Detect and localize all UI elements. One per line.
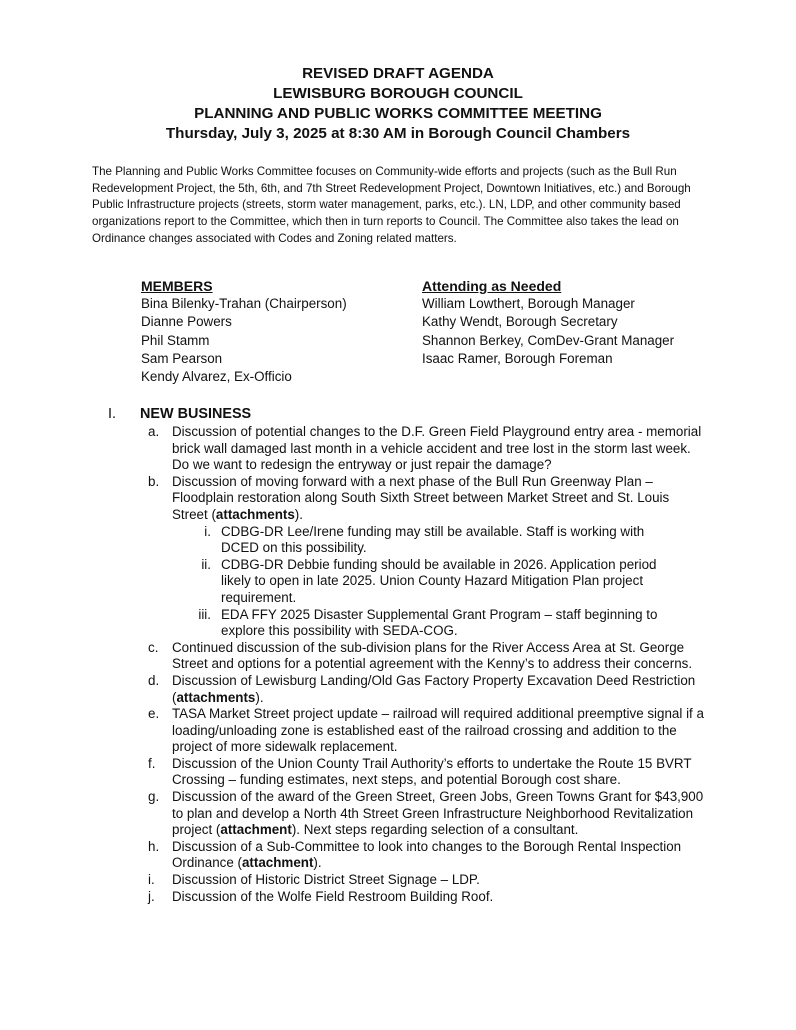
subitem-text: CDBG-DR Debbie funding should be available in 2026. Application period likely to open in late 2025. Union County Hazard Mitigation Plan project requirement. xyxy=(221,556,657,605)
item-text-tail: ). Next steps regarding selection of a consultant. xyxy=(291,822,579,838)
attachment-note: attachment xyxy=(220,822,292,838)
agenda-item xyxy=(148,889,728,906)
attendee-name: Isaac Ramer, Borough Foreman xyxy=(422,350,613,366)
item-text xyxy=(172,872,708,889)
item-marker: j. xyxy=(148,888,155,904)
agenda-subitem xyxy=(148,524,728,557)
member-name: Dianne Powers xyxy=(141,314,232,330)
members-list xyxy=(141,277,347,386)
item-text xyxy=(172,839,708,872)
item-text-tail: ). xyxy=(294,506,303,522)
agenda-item xyxy=(148,673,728,706)
agenda-item xyxy=(148,474,728,524)
agenda-subitem xyxy=(148,557,728,607)
members-heading: MEMBERS xyxy=(141,278,213,294)
item-text xyxy=(172,673,708,706)
item-text-main: Discussion of Historic District Street Signage – LDP. xyxy=(172,872,480,888)
attachment-note: attachments xyxy=(215,506,295,522)
attending-heading: Attending as Needed xyxy=(422,278,562,294)
attachment-note: attachment xyxy=(241,855,314,871)
subitem-marker: iii. xyxy=(198,606,211,622)
item-text-main: Discussion of the Wolfe Field Restroom Building Roof. xyxy=(172,888,494,904)
member-name: Kendy Alvarez, Ex-Officio xyxy=(141,369,292,385)
item-marker: c. xyxy=(148,639,159,655)
item-text-main: Discussion of Lewisburg Landing/Old Gas Factory Property Excavation Deed Restriction ( xyxy=(172,672,696,705)
item-marker: g. xyxy=(148,789,160,805)
item-text-main: Discussion of moving forward with a next phase of the Bull Run Greenway Plan – Floodplain restoration along South Sixth Street between Market Street and St. Louis Street ( xyxy=(172,473,670,522)
agenda-item xyxy=(148,424,728,474)
item-marker: d. xyxy=(148,672,160,688)
item-marker: a. xyxy=(148,424,160,439)
item-text xyxy=(172,474,708,524)
item-marker: h. xyxy=(148,838,160,854)
item-marker: b. xyxy=(148,473,160,489)
member-name: Bina Bilenky-Trahan (Chairperson) xyxy=(141,296,347,312)
header-title: REVISED DRAFT AGENDA xyxy=(302,65,494,82)
subitem-marker: i. xyxy=(204,523,211,539)
agenda-item xyxy=(148,640,728,673)
agenda-item xyxy=(148,839,728,872)
item-text xyxy=(172,640,708,673)
item-text-main: Discussion of potential changes to the D.F. Green Field Playground entry area - memorial brick wall damaged last month in a vehicle accident and tree lost in the storm last week. Do we want to redesign the entryway or just repair the damage? xyxy=(172,424,702,473)
section-number: I. xyxy=(108,406,116,422)
item-text-main: Discussion of the award of the Green Street, Green Jobs, Green Towns Grant for $43,900 to plan and develop a North 4th Street Green Infrastructure Neighborhood Revitalization project ( xyxy=(172,789,704,838)
attendee-name: William Lowthert, Borough Manager xyxy=(422,296,635,312)
member-name: Phil Stamm xyxy=(141,332,210,348)
subitem-text: CDBG-DR Lee/Irene funding may still be available. Staff is working with DCED on this possibility. xyxy=(221,523,645,556)
item-text-main: Discussion of the Union County Trail Authority’s efforts to undertake the Route 15 BVRT Crossing – funding estimates, next steps, and potential Borough cost share. xyxy=(172,755,692,788)
section-title: NEW BUSINESS xyxy=(140,406,252,422)
item-marker: i. xyxy=(148,872,155,888)
subitem-marker: ii. xyxy=(201,556,211,572)
attendee-name: Shannon Berkey, ComDev-Grant Manager xyxy=(422,332,675,348)
item-text-main: Discussion of a Sub-Committee to look into changes to the Borough Rental Inspection Ordinance ( xyxy=(172,838,682,871)
section-heading xyxy=(108,405,728,424)
agenda-item xyxy=(148,756,728,789)
agenda-item xyxy=(148,706,728,756)
item-text xyxy=(172,706,708,756)
agenda-item xyxy=(148,789,728,839)
item-marker: f. xyxy=(148,755,156,771)
item-text-tail: ). xyxy=(255,689,264,705)
item-text xyxy=(172,889,708,906)
agenda-items xyxy=(108,424,728,905)
header-meeting-name: PLANNING AND PUBLIC WORKS COMMITTEE MEETING xyxy=(194,105,602,122)
attachment-note: attachments xyxy=(176,689,256,705)
header-organization: LEWISBURG BOROUGH COUNCIL xyxy=(273,85,523,102)
attendee-name: Kathy Wendt, Borough Secretary xyxy=(422,314,618,330)
intro-paragraph: The Planning and Public Works Committee focuses on Community-wide efforts and projects (such as the Bull Run Redevelopment Project, the 5th, 6th, and 7th Street Redevelopment Project, Downtown Initiatives, etc.) and Borough Public Infrastructure projects (streets, storm water management, parks, etc.). LN, LDP, and other community based organizations report to the Committee, which then in turn reports to Council. The Committee also takes the lead on Ordinance changes associated with Codes and Zoning related matters. xyxy=(92,165,691,245)
agenda-header xyxy=(0,64,796,144)
item-marker: e. xyxy=(148,706,160,722)
item-text xyxy=(172,756,708,789)
item-text xyxy=(172,789,708,839)
agenda-subitem xyxy=(148,607,728,640)
subitem-text: EDA FFY 2025 Disaster Supplemental Grant Program – staff beginning to explore this possibility with SEDA-COG. xyxy=(221,606,658,639)
member-name: Sam Pearson xyxy=(141,350,223,366)
item-text xyxy=(172,424,708,474)
agenda-item xyxy=(148,872,728,889)
item-text-tail: ). xyxy=(313,855,322,871)
item-text-main: Continued discussion of the sub-division plans for the River Access Area at St. George Street and options for a potential agreement with the Kenny’s to address their concerns. xyxy=(172,639,693,672)
item-text-main: TASA Market Street project update – railroad will required additional preemptive signal if a loading/unloading zone is established east of the railroad crossing and addition to the project of more sidewalk replacement. xyxy=(172,706,704,755)
header-meeting-datetime: Thursday, July 3, 2025 at 8:30 AM in Borough Council Chambers xyxy=(165,125,631,142)
attending-list xyxy=(422,277,674,368)
new-business-section xyxy=(108,405,728,905)
